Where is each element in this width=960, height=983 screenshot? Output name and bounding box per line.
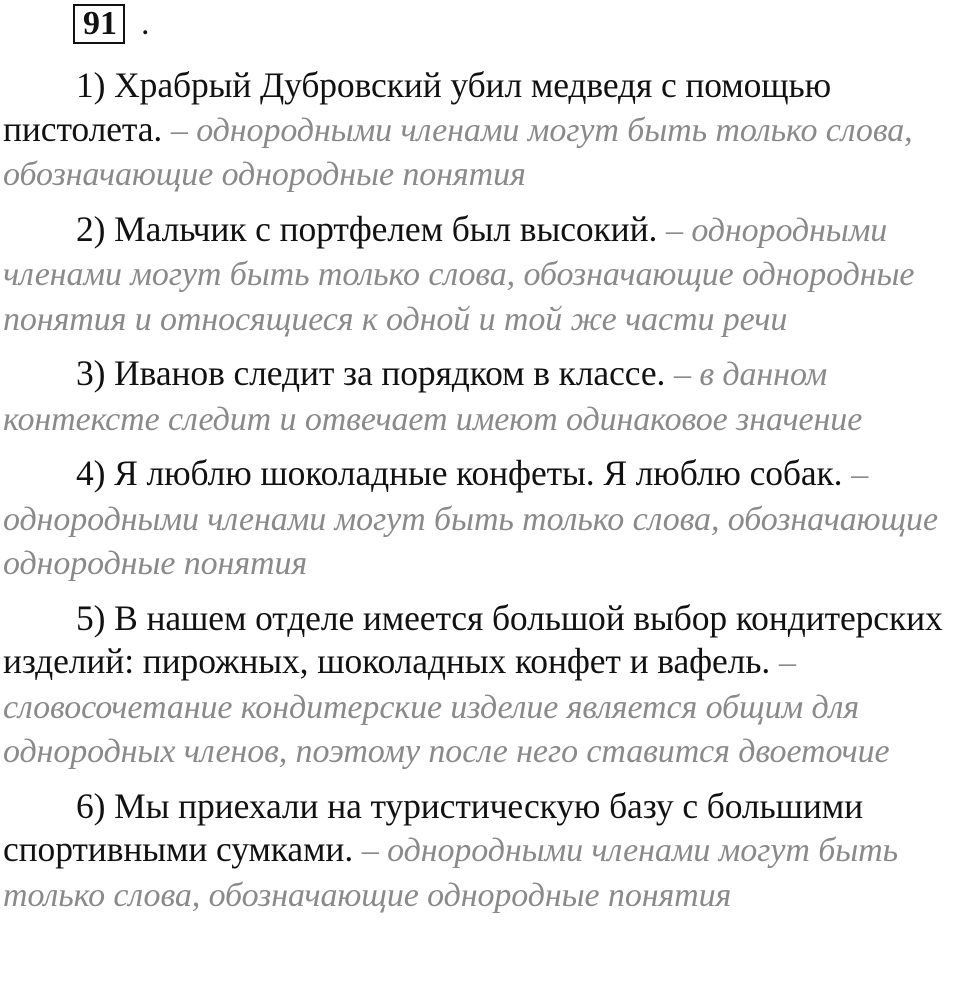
list-item <box>3 785 959 918</box>
item-explanation: – однородными членами могут быть только слова, обозначающие однородные понятия <box>3 111 913 193</box>
answer-list <box>3 64 959 928</box>
item-sentence: 5) В нашем отделе имеется большой выбор кондитерских изделий: пирожных, шоколадных конфет и вафель. <box>3 597 943 681</box>
task-number: 91 <box>73 4 125 44</box>
list-item <box>3 352 959 441</box>
task-number-dot: . <box>141 5 150 42</box>
item-explanation: – словосочетание кондитерские изделие является общим для однородных членов, поэтому после него ставится двоеточие <box>3 644 890 770</box>
item-explanation: – однородными членами могут быть только слова, обозначающие однородные понятия <box>3 832 898 914</box>
item-sentence: 6) Мы приехали на туристическую базу с большими спортивными сумками. <box>3 785 863 869</box>
item-sentence: 4) Я люблю шоколадные конфеты. Я люблю собак. <box>76 453 843 493</box>
list-item <box>3 452 959 586</box>
item-explanation: – однородными членами могут быть только слова, обозначающие однородные понятия и относящиеся к одной и той же части речи <box>3 211 915 338</box>
item-explanation: – однородными членами могут быть только слова, обозначающие однородные понятия <box>3 456 938 582</box>
list-item <box>3 597 959 774</box>
item-sentence: 1) Храбрый Дубровский убил медведя с помощью пистолета. <box>3 65 832 149</box>
list-item <box>3 208 959 342</box>
list-item <box>3 64 959 197</box>
item-sentence: 3) Иванов следит за порядком в классе. <box>76 353 666 393</box>
item-sentence: 2) Мальчик с портфелем был высокий. <box>76 208 658 249</box>
item-explanation: – в данном контексте следит и отвечает имеют одинаковое значение <box>3 356 863 438</box>
